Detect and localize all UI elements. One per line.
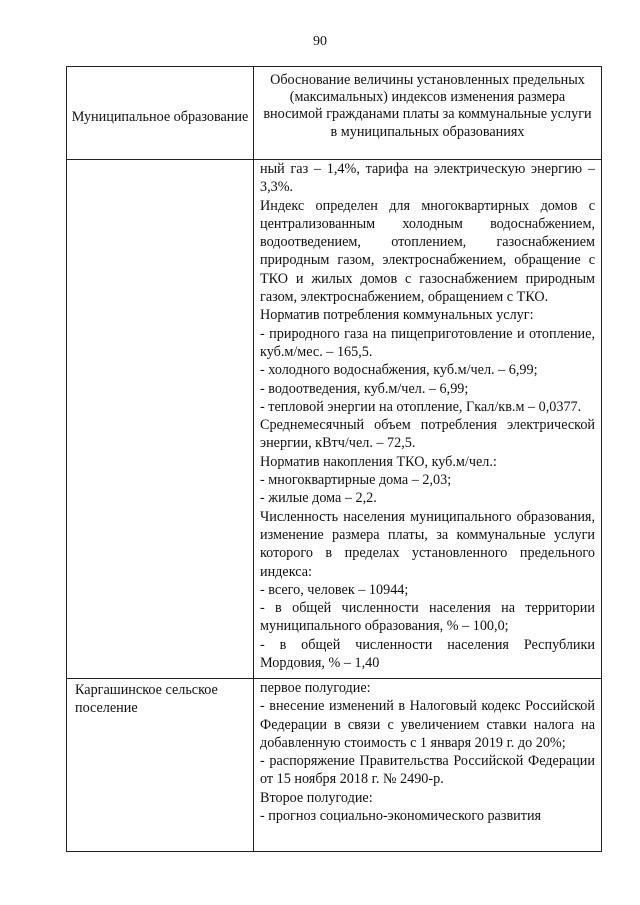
table-row [67,679,602,852]
justification-line: Норматив потребления коммунальных услуг: [260,307,534,324]
page-number: 90 [313,34,327,49]
justification-line: Среднемесячный объем потребления электрической энергии, кВтч/чел. – 72,5. [260,417,595,452]
table-header-row [67,67,602,160]
municipality-name: Каргашинское сельское поселение [75,682,218,717]
justification-line: - водоотведения, куб.м/чел. – 6,99; [260,380,469,397]
justification-line: - в общей численности населения на территории муниципального образования, % – 100,0; [260,600,595,635]
municipality-cell [67,160,254,679]
justification-line: Норматив накопления ТКО, куб.м/чел.: [260,453,497,470]
justification-line: - всего, человек – 10944; [260,581,409,598]
header-municipality [67,67,254,160]
justification-line: Численность населения муниципального образования, изменение размера платы, за коммунальные услуги которого в пределах установленного предельного индекса: [260,508,595,580]
municipality-cell [67,679,254,852]
justification-cell [254,679,602,852]
justification-line: первое полугодие: [260,680,371,696]
table-row [67,160,602,679]
justification-line: - внесение изменений в Налоговый кодекс Российской Федерации в связи с увеличением ставки налога на добавленную стоимость с 1 января 2019 г. до 20%; [260,698,595,751]
justification-line: - тепловой энергии на отопление, Гкал/кв.м – 0,0377. [260,398,582,415]
justification-line: - многоквартирные дома – 2,03; [260,472,452,489]
justification-line: - распоряжение Правительства Российской Федерации от 15 ноября 2018 г. № 2490-р. [260,753,595,788]
justification-table [66,66,602,852]
justification-line: Индекс определен для многоквартирных домов с централизованным холодным водоснабжением, водоотведением, отоплением, газоснабжением природным газом, электроснабжением, обращение с ТКО и жилых домов с газоснабжением природным газом, электроснабжением, обращением с ТКО. [260,197,595,306]
justification-line: - холодного водоснабжения, куб.м/чел. – 6,99; [260,362,538,379]
header-municipality-text: Муниципальное образование [71,108,249,125]
header-justification-text: Обоснование величины установленных предельных (максимальных) индексов изменения размера вносимой гражданами платы за коммунальные услуги в муниципальных образованиях [263,72,592,140]
justification-line: - в общей численности населения Республики Мордовия, % – 1,40 [260,636,595,672]
justification-line: - прогноз социально-экономического развития [260,808,542,825]
header-justification [254,67,602,160]
justification-line: - жилые дома – 2,2. [260,490,377,507]
justification-line: Второе полугодие: [260,789,373,806]
justification-cell [254,160,602,679]
justification-line: - природного газа на пищеприготовление и отопление, куб.м/мес. – 165,5. [260,325,595,360]
justification-line: ный газ – 1,4%, тарифа на электрическую энергию – 3,3%. [260,161,595,196]
